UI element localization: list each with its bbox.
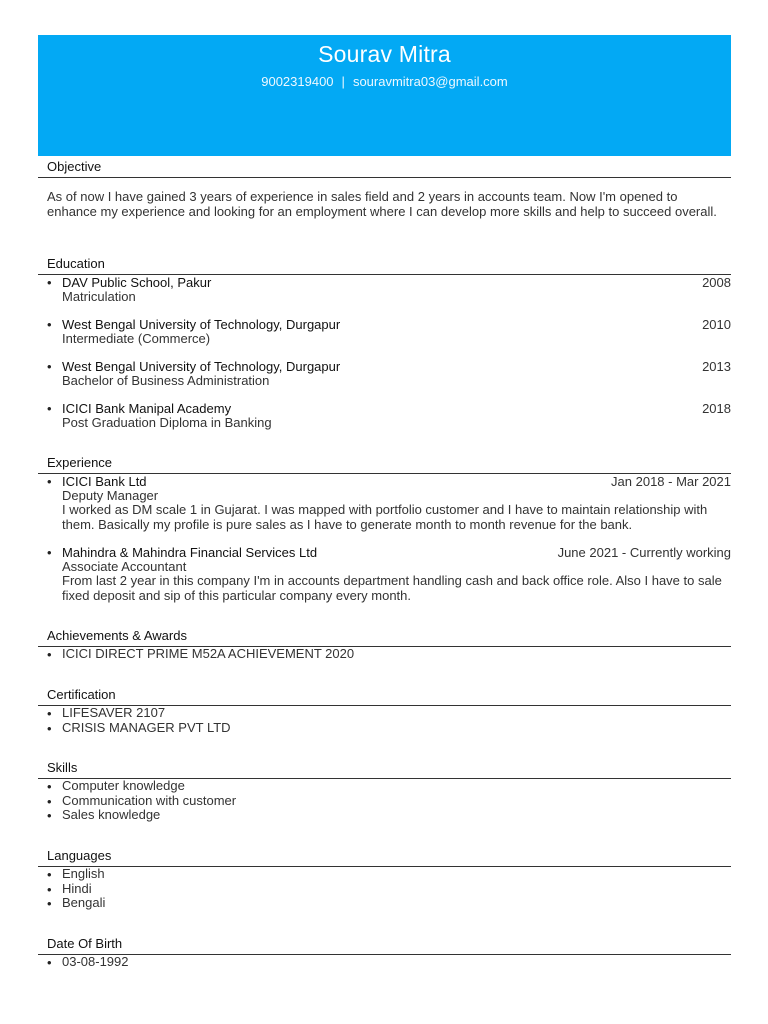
bullet: •: [47, 647, 52, 662]
resume-body: [38, 156, 731, 985]
phone-number: 9002319400: [261, 74, 334, 89]
education-year: 2010: [702, 317, 731, 332]
objective-heading-wrap: [38, 156, 731, 177]
achievement-text: ICICI DIRECT PRIME M52A ACHIEVEMENT 2020: [62, 646, 355, 661]
skill-item: [47, 808, 731, 823]
language-item: [47, 896, 731, 911]
experience-item: [47, 545, 731, 603]
degree-name: Post Graduation Diploma in Banking: [62, 415, 272, 430]
contact-line: [38, 74, 731, 90]
job-description: From last 2 year in this company I'm in accounts department handling cash and back office role. Also I have to sale fixed deposit and sip of this particular company every month.: [62, 573, 722, 603]
dob-item: [47, 955, 731, 970]
section-title-objective: Objective: [38, 156, 731, 178]
job-role: Associate Accountant: [62, 559, 187, 574]
degree-name: Matriculation: [62, 289, 136, 304]
degree-name: Bachelor of Business Administration: [62, 373, 270, 388]
language-text: Bengali: [62, 895, 106, 910]
section-title-achievements: Achievements & Awards: [38, 625, 731, 647]
job-description: I worked as DM scale 1 in Gujarat. I was mapped with portfolio customer and I have to maintain relationship with them. Basically my profile is pure sales as I have to generate month to month revenue for the bank.: [62, 502, 708, 532]
dob-text: 03-08-1992: [62, 954, 129, 969]
section-title-education: Education: [38, 253, 731, 275]
education-item: [47, 359, 731, 401]
objective-text: As of now I have gained 3 years of experience in sales field and 2 years in accounts team. Now I'm opened to enhance my experience and looking for an employment where I can develop more skills and help to succeed overall.: [47, 189, 717, 219]
institution-name: West Bengal University of Technology, Durgapur: [62, 359, 341, 374]
certification-item: [47, 721, 731, 736]
achievement-item: [47, 647, 731, 662]
resume-header: [38, 35, 731, 156]
bullet: •: [47, 317, 52, 332]
email-address: souravmitra03@gmail.com: [352, 74, 508, 89]
institution-name: ICICI Bank Manipal Academy: [62, 401, 232, 416]
education-year: 2018: [702, 401, 731, 416]
employment-period: Jan 2018 - Mar 2021: [611, 474, 731, 489]
skill-item: [47, 779, 731, 794]
bullet: •: [47, 779, 52, 794]
bullet: •: [47, 474, 52, 489]
certification-text: CRISIS MANAGER PVT LTD: [62, 719, 231, 735]
bullet: •: [47, 545, 52, 560]
section-title-certification: Certification: [38, 684, 731, 706]
bullet: •: [47, 275, 52, 290]
section-title-skills: Skills: [38, 757, 731, 779]
bullet: •: [47, 401, 52, 416]
bullet: •: [47, 793, 52, 809]
contact-separator: |: [341, 74, 345, 89]
education-item: [47, 275, 731, 317]
language-item: [47, 882, 731, 897]
bullet: •: [47, 955, 52, 970]
certification-text: LIFESAVER 2107: [62, 705, 166, 720]
company-name: Mahindra & Mahindra Financial Services Ltd: [62, 545, 318, 560]
language-text: English: [62, 866, 105, 881]
bullet: •: [47, 881, 52, 897]
skills-list: [38, 779, 731, 845]
section-title-experience: Experience: [38, 452, 731, 474]
education-year: 2013: [702, 359, 731, 374]
job-role: Deputy Manager: [62, 488, 159, 503]
language-text: Hindi: [62, 880, 92, 896]
experience-item: [47, 474, 731, 545]
bullet: •: [47, 720, 52, 736]
language-item: [47, 867, 731, 882]
languages-list: [38, 867, 731, 933]
certification-item: [47, 706, 731, 721]
skill-text: Computer knowledge: [62, 778, 185, 793]
experience-list: [38, 474, 731, 625]
bullet: •: [47, 808, 52, 823]
education-item: [47, 401, 731, 443]
skill-text: Communication with customer: [62, 792, 237, 808]
education-item: [47, 317, 731, 359]
skill-text: Sales knowledge: [62, 807, 161, 822]
bullet: •: [47, 896, 52, 911]
education-list: [38, 275, 731, 452]
section-title-languages: Languages: [38, 845, 731, 867]
candidate-name: Sourav Mitra: [318, 41, 451, 67]
company-name: ICICI Bank Ltd: [62, 474, 147, 489]
section-title-dob: Date Of Birth: [38, 933, 731, 955]
degree-name: Intermediate (Commerce): [62, 331, 211, 346]
dob-list: [38, 955, 731, 985]
bullet: •: [47, 867, 52, 882]
bullet: •: [47, 706, 52, 721]
bullet: •: [47, 359, 52, 374]
institution-name: West Bengal University of Technology, Durgapur: [62, 317, 341, 332]
education-year: 2008: [702, 275, 731, 290]
certification-list: [38, 706, 731, 757]
institution-name: DAV Public School, Pakur: [62, 275, 212, 290]
employment-period: June 2021 - Currently working: [557, 545, 731, 560]
skill-item: [47, 794, 731, 809]
achievements-list: [38, 647, 731, 684]
